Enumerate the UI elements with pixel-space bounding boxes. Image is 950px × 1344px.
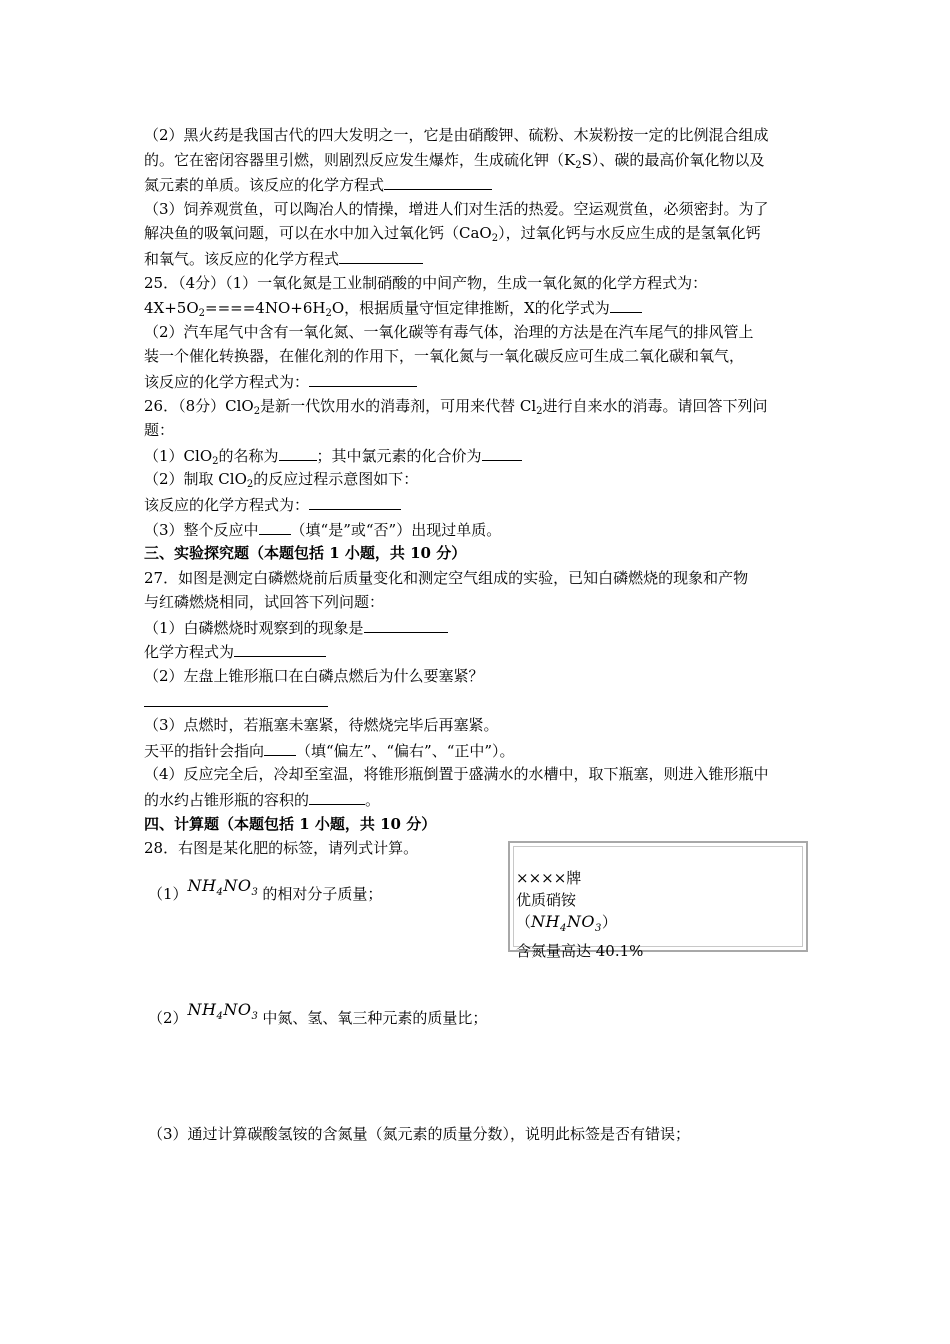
- q26-line3: （1）ClO$_2$的名称为 ；其中氯元素的化合价为: [144, 443, 812, 468]
- q28-part2: $(2)NH_4NO_3$ 中氮、氢、氧三种元素的质量比；: [148, 1000, 488, 1027]
- answer-blank[interactable]: [259, 517, 291, 535]
- q25-line3: （2）汽车尾气中含有一氧化氮、一氧化碳等有毒气体，治理的方法是在汽车尾气的排风管上: [144, 322, 754, 341]
- q25-line1: 25．（4分）（1）一氧化氮是工业制硝酸的中间产物，生成一氧化氮的化学方程式为：: [144, 273, 708, 292]
- answer-blank[interactable]: [279, 443, 317, 461]
- label-nitrogen-content: 含氮量高达 40.1%: [516, 942, 644, 960]
- answer-blank[interactable]: [364, 615, 448, 633]
- answer-blank[interactable]: [264, 738, 296, 756]
- answer-blank[interactable]: [144, 689, 328, 707]
- section-4-heading: 四、计算题（本题包括 1 小题，共 10 分）: [144, 814, 437, 833]
- q27-line5: （2）左盘上锥形瓶口在白磷点燃后为什么要塞紧？: [144, 667, 484, 686]
- answer-blank[interactable]: [234, 639, 326, 657]
- q26-line5: 该反应的化学方程式为：: [144, 492, 812, 517]
- q26-line1: 26．（8分）ClO$_2$是新一代饮用水的消毒剂，可用来代替 $Cl_2$进行自来水的消毒。请回答下列问: [144, 396, 768, 417]
- answer-blank[interactable]: [384, 172, 492, 190]
- answer-blank[interactable]: [339, 246, 423, 264]
- q26-line4: （2）制取 ClO$_2$的反应过程示意图如下：: [144, 470, 419, 491]
- answer-blank[interactable]: [309, 369, 417, 387]
- q25-line2: $4X+5O_2====4NO+6H_2O$，根据质量守恒定律推断，X的化学式为: [144, 295, 812, 320]
- formula-nh4no3: $NH_4NO_3$: [187, 876, 259, 898]
- answer-blank[interactable]: [309, 787, 365, 805]
- q27-line4: 化学方程式为: [144, 639, 812, 664]
- label-product-name: 优质硝铵: [516, 891, 577, 909]
- formula-nh4no3: $NH_4NO_3$: [187, 1000, 259, 1022]
- q27-line2: 与红磷燃烧相同，试回答下列问题：: [144, 593, 385, 612]
- fertilizer-label-text: [516, 867, 643, 962]
- q27-line10: 的水约占锥形瓶的容积的 。: [144, 787, 812, 812]
- fertilizer-label: [508, 841, 808, 960]
- q25-line4: 装一个催化转换器，在催化剂的作用下，一氧化氮与一氧化碳反应可生成二氧化碳和氧气，: [144, 347, 745, 366]
- label-formula: $(NH_4NO_3)$: [516, 912, 617, 934]
- answer-blank[interactable]: [309, 492, 401, 510]
- q24-part2-line1: （2）黑火药是我国古代的四大发明之一，它是由硝酸钾、硫粉、木炭粉按一定的比例混合组成: [144, 126, 769, 144]
- answer-blank[interactable]: [610, 295, 642, 313]
- q27-line8: 天平的指针会指向 （填“偏左”、“偏右”、“正中”）。: [144, 738, 812, 763]
- q27-line9: （4）反应完全后，冷却至室温，将锥形瓶倒置于盛满水的水槽中，取下瓶塞，则进入锥形瓶中: [144, 765, 769, 784]
- q27-line1: 27．如图是测定白磷燃烧前后质量变化和测定空气组成的实验，已知白磷燃烧的现象和产物: [144, 568, 749, 587]
- q24-part3-line1: （3）饲养观赏鱼，可以陶冶人的情操，增进人们对生活的热爱。空运观赏鱼，必须密封。为了: [144, 199, 769, 218]
- q28-intro: 28．右图是某化肥的标签，请列式计算。: [144, 839, 419, 858]
- q28-part1: $(1)NH_4NO_3$ 的相对分子质量；: [148, 876, 383, 903]
- q25-line5: 该反应的化学方程式为：: [144, 369, 812, 394]
- q24-part2-line3: 氮元素的单质。该反应的化学方程式: [144, 172, 812, 197]
- q26-line2: 题：: [144, 421, 175, 440]
- label-brand: ××××牌: [516, 869, 582, 887]
- q27-line6: [144, 689, 812, 714]
- q24-part2-line2: 的。它在密闭容器里引燃，则剧烈反应发生爆炸，生成硫化钾$(K_2S)$、碳的最高价氧化物以及: [144, 150, 765, 171]
- answer-blank[interactable]: [482, 443, 522, 461]
- document-body: [144, 123, 812, 861]
- q24-part3-line2: 解决鱼的吸氧问题，可以在水中加入过氧化钙（CaO$_2$），过氧化钙与水反应生成的是氢氧化钙: [144, 224, 761, 245]
- q27-line7: （3）点燃时，若瓶塞未塞紧，待燃烧完毕后再塞紧。: [144, 716, 499, 735]
- q24-part3-line3: 和氧气。该反应的化学方程式: [144, 246, 812, 271]
- section-3-heading: 三、实验探究题（本题包括 1 小题，共 10 分）: [144, 544, 467, 563]
- q28-part3: （3）通过计算碳酸氢铵的含氮量（氮元素的质量分数），说明此标签是否有错误；: [148, 1125, 691, 1143]
- q26-line6: （3）整个反应中 （填“是”或“否”）出现过单质。: [144, 517, 812, 542]
- q27-line3: （1）白磷燃烧时观察到的现象是: [144, 615, 812, 640]
